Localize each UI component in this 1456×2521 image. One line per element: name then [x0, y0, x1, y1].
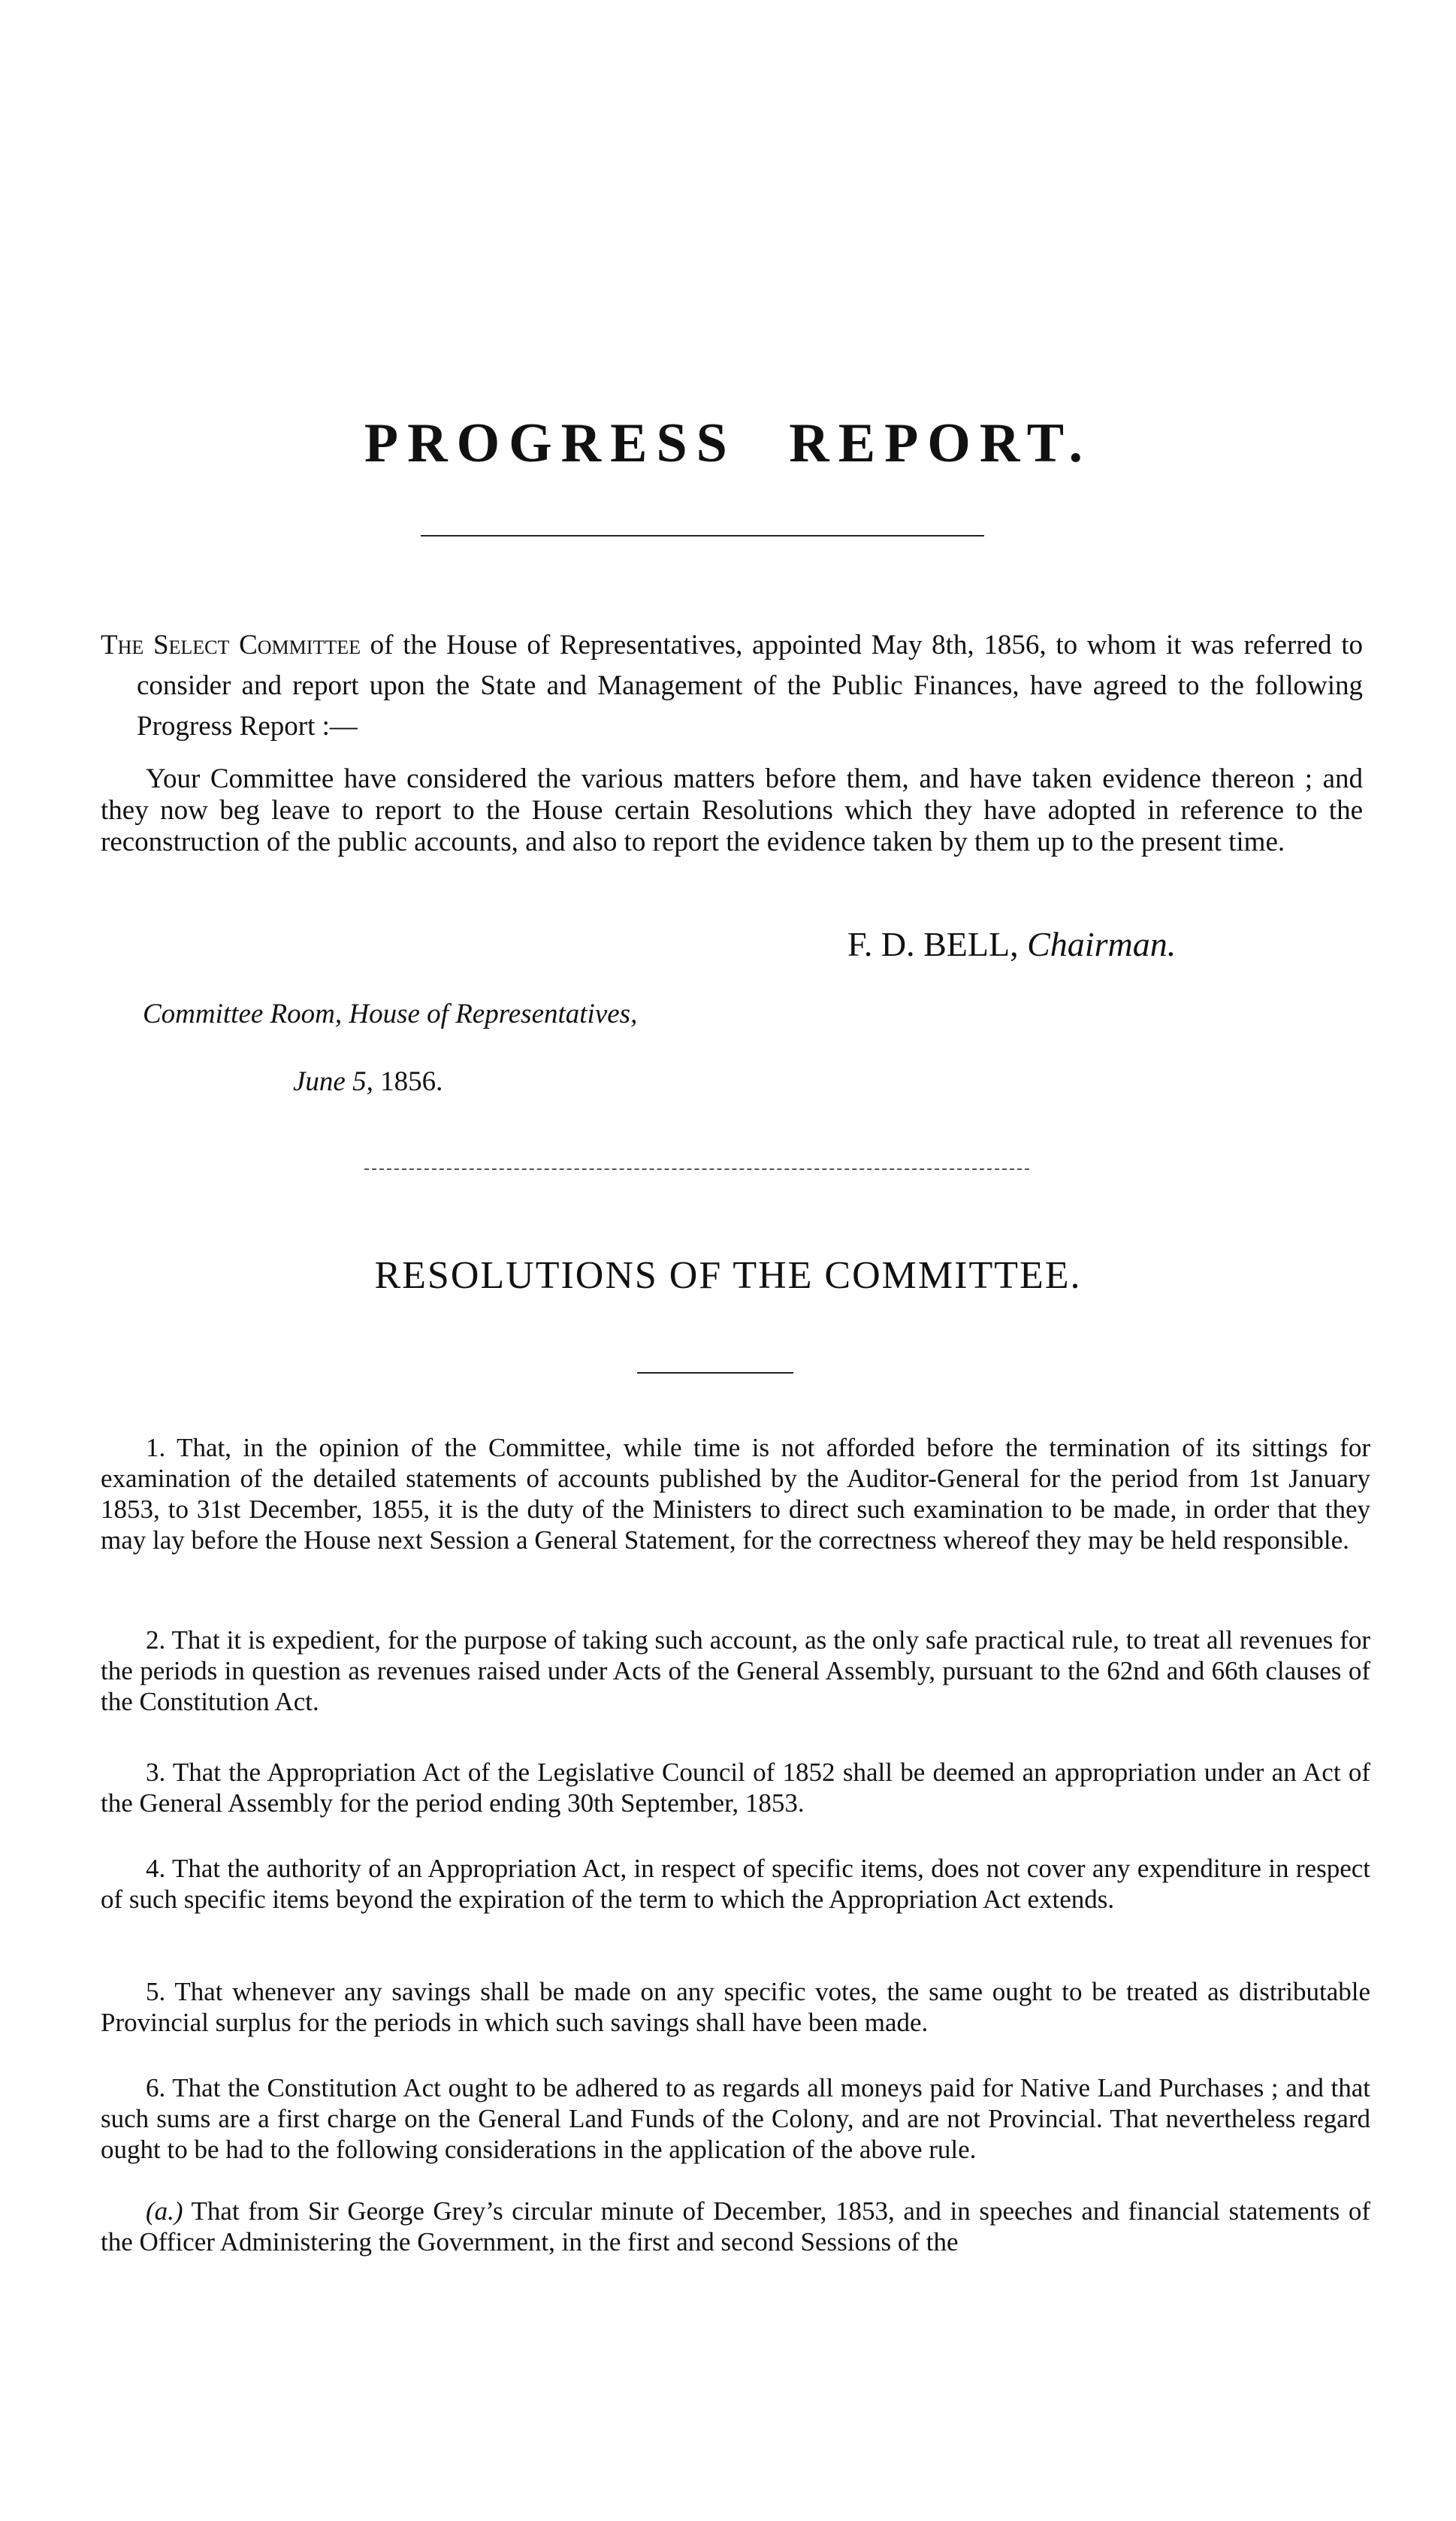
resolution-2: 2. That it is expedient, for the purpose of taking such account, as the only safe practical rule, to treat all revenues for the periods in question as revenues raised under Acts of the General Assembly, pursuant to the 62nd and 66th clauses of the Constitution Act. — [101, 1625, 1370, 1716]
intro-paragraph — [101, 625, 1363, 747]
page-title: PROGRESS REPORT. — [364, 413, 1092, 474]
date-month: June 5, — [293, 1066, 381, 1097]
signature-role: Chairman. — [1027, 925, 1177, 963]
resolution-4: 4. That the authority of an Appropriation Act, in respect of specific items, does not cover any expenditure in respect of such specific items beyond the expiration of the term to which the Appropriation Act extends. — [101, 1854, 1370, 1914]
date-year: 1856. — [380, 1066, 443, 1097]
signature — [847, 924, 1176, 964]
heading-rule — [637, 1372, 793, 1374]
report-body: Your Committee have considered the various matters before them, and have taken evidence thereon ; and they now beg leave to report to the House certain Resolutions which they have adopted in reference to the reconstruction of the public accounts, and also to report the evidence taken by them up to the present time. — [101, 763, 1363, 857]
resolutions-heading: RESOLUTIONS OF THE COMMITTEE. — [374, 1254, 1082, 1297]
signature-name: F. D. BELL, — [847, 925, 1028, 963]
sub-label: (a.) — [146, 2196, 183, 2226]
resolution-6a — [101, 2196, 1370, 2257]
place-line: Committee Room, House of Representatives, — [143, 999, 638, 1029]
section-rule — [364, 1168, 1029, 1170]
resolution-6: 6. That the Constitution Act ought to be adhered to as regards all moneys paid for Native Land Purchases ; and that such sums are a first charge on the General Land Funds of the Colony, and are not Provincial. That nevertheless regard ought to be had to the following considerations in the application of the above rule. — [101, 2073, 1370, 2164]
resolution-1: 1. That, in the opinion of the Committee, while time is not afforded before the termination of its sittings for examination of the detailed statements of accounts published by the Auditor-General for the period from 1st January 1853, to 31st December, 1855, it is the duty of the Ministers to direct such examination to be made, in order that they may lay before the House next Session a General Statement, for the correctness whereof they may be held responsible. — [101, 1433, 1370, 1555]
sub-text: That from Sir George Grey’s circular minute of December, 1853, and in speeches and financial statements of the Officer Administering the Government, in the first and second Sessions of the — [101, 2196, 1370, 2257]
date-line — [293, 1066, 443, 1098]
intro-text: of the House of Representatives, appointed May 8th, 1856, to whom it was referred to consider and report upon the State and Management of the Public Finances, have agreed to the following Progress Report :— — [137, 630, 1363, 742]
intro-lead: The Select Committee — [101, 630, 361, 660]
resolution-3: 3. That the Appropriation Act of the Legislative Council of 1852 shall be deemed an appropriation under an Act of the General Assembly for the period ending 30th September, 1853. — [101, 1758, 1370, 1818]
title-rule — [421, 535, 984, 537]
resolution-5: 5. That whenever any savings shall be made on any specific votes, the same ought to be treated as distributable Provincial surplus for the periods in which such savings shall have been made. — [101, 1977, 1370, 2037]
